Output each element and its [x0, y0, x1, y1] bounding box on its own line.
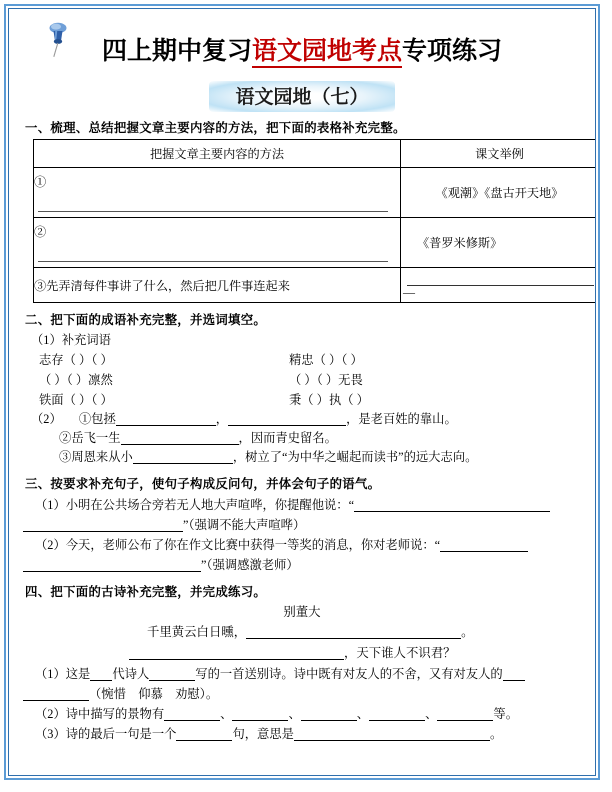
answer-blank-poem-2[interactable] [129, 659, 344, 660]
section-3-item-2-label: （2） [35, 538, 66, 552]
table-cell-example-1: 《观潮》《盘古开天地》 [401, 168, 597, 218]
answer-blank-s4-1a[interactable] [90, 680, 112, 681]
section-3-item-2-text: 今天，老师公布了你在作文比赛中获得一等奖的消息，你对老师说：“ [65, 538, 441, 552]
section-3-item-1-text: 小明在公共场合旁若无人地大声喧哗，你提醒他说：“ [65, 498, 355, 512]
section-4-q2-label: （2） [35, 707, 66, 721]
answer-blank-s4-1d[interactable] [23, 700, 89, 701]
section-4-q1-seg3: 写的一首送别诗。诗中既有对友人的不舍，又有对友人的 [195, 667, 503, 681]
page-title [19, 15, 585, 73]
fill-sentence-3-part1: 周恩来从小 [71, 450, 133, 464]
section-3-item-2 [35, 535, 585, 555]
poem-line-1 [147, 622, 585, 643]
answer-blank-s3-1a[interactable] [354, 511, 550, 512]
idiom-left-3[interactable]: 铁面（ ）（ ） [39, 393, 113, 407]
section-3-item-1-cont [23, 515, 585, 535]
fill-sentence-1-num: ① [78, 412, 92, 426]
section-4-q2-end: 等。 [493, 707, 518, 721]
section-2-sub2-row-3 [59, 448, 585, 467]
answer-blank-s4-2d[interactable] [369, 720, 425, 721]
section-3-item-2-cont [23, 555, 585, 575]
section-4-question-2 [35, 704, 585, 724]
method-example-table [33, 139, 596, 303]
section-2-sub2-label: （2） [31, 412, 62, 426]
answer-blank-s4-2a[interactable] [164, 720, 220, 721]
section-4-q2-sep-1: 、 [220, 707, 233, 721]
answer-blank-s3-2a[interactable] [440, 551, 528, 552]
answer-blank-method-1[interactable] [38, 193, 388, 212]
section-2-sub2-row-1 [31, 410, 585, 429]
section-4-q3-seg1: 诗的最后一句是一个 [65, 727, 177, 741]
section-3-item-2-end: ”（强调感激老师） [201, 558, 299, 572]
page-subtitle: 语文园地（七） [209, 81, 394, 112]
answer-blank-s4-2b[interactable] [232, 720, 288, 721]
idiom-left-2[interactable]: （ ）（ ）凛然 [39, 373, 113, 387]
section-4-heading: 四、把下面的古诗补充完整，并完成练习。 [25, 584, 267, 599]
fill-sentence-2-part2: ，因而青史留名。 [238, 431, 337, 445]
section-2-heading: 二、把下面的成语补充完整，并选词填空。 [25, 312, 267, 327]
answer-blank-s4-2e[interactable] [437, 720, 493, 721]
section-3-heading: 三、按要求补充句子，使句子构成反问句，并体会句子的语气。 [25, 476, 381, 491]
fill-sentence-3-num: ③ [59, 450, 72, 464]
idiom-right-1[interactable]: 精忠（ ）（ ） [289, 353, 363, 367]
table-header-example: 课文举例 [401, 140, 597, 168]
section-4-question-1-cont [23, 684, 585, 704]
idiom-row [39, 370, 585, 390]
section-4-q2-sep-3: 、 [356, 707, 370, 721]
answer-blank-s3-2b[interactable] [23, 571, 201, 572]
table-cell-method-2[interactable] [34, 218, 401, 268]
table-cell-method-3: ③先弄清每件事讲了什么，然后把几件事连起来 [34, 268, 401, 303]
fill-sentence-1-part3: ，是老百姓的靠山。 [346, 412, 457, 426]
answer-blank-s4-1b[interactable] [149, 680, 195, 681]
poem-line-2-end: ，天下谁人不识君？ [344, 646, 456, 660]
table-cell-method-1[interactable] [34, 168, 401, 218]
subtitle-container [19, 81, 585, 111]
section-4-q1-seg4: （惋惜 仰慕 劝慰）。 [89, 687, 219, 701]
answer-blank-s2-1a[interactable] [116, 425, 216, 426]
answer-blank-s3-1b[interactable] [23, 531, 183, 532]
idiom-left-1[interactable]: 志存（ ）（ ） [39, 353, 113, 367]
section-3-item-1-label: （1） [35, 498, 66, 512]
title-suffix: 专项练习 [402, 36, 503, 65]
idiom-right-3[interactable]: 秉（ ）执（ ） [289, 393, 369, 407]
example-3-dash: — [403, 285, 415, 299]
section-2-sub1-label: （1）补充词语 [31, 333, 111, 347]
fill-sentence-2-part1: 岳飞一生 [71, 431, 121, 445]
section-4-question-1 [35, 664, 585, 684]
section-3-item-1 [35, 495, 585, 515]
section-1-heading: 一、梳理、总结把握文章主要内容的方法，把下面的表格补充完整。 [25, 120, 406, 135]
answer-blank-example-3[interactable] [407, 272, 594, 286]
fill-sentence-3-part2: ，树立了“为中华之崛起而读书”的远大志向。 [232, 450, 478, 464]
poem-line-1-start: 千里黄云白日曛， [147, 625, 247, 639]
poem-line-1-end: 。 [461, 625, 474, 639]
section-4-q1-label: （1） [35, 667, 66, 681]
poem-title: 别董大 [283, 605, 321, 619]
row-number-2: ② [34, 224, 47, 239]
table-cell-example-2: 《普罗米修斯》 [401, 218, 597, 268]
page-border-frame [4, 4, 600, 780]
answer-blank-s4-3a[interactable] [176, 740, 232, 741]
fill-sentence-1-part2: ， [215, 412, 229, 426]
table-header-row [34, 140, 597, 168]
answer-blank-poem-1[interactable] [246, 638, 461, 639]
idiom-row [39, 390, 585, 410]
section-4-q1-seg2: 代诗人 [112, 667, 150, 681]
fill-sentence-1-part1: 包拯 [91, 412, 116, 426]
section-4-q2-sep-2: 、 [288, 707, 301, 721]
section-4-q2-sep-4: 、 [425, 707, 438, 721]
pushpin-icon [43, 21, 73, 59]
page-border-inner [8, 8, 596, 776]
idiom-right-2[interactable]: （ ）（ ）无畏 [289, 373, 363, 387]
table-row [34, 268, 597, 303]
section-3-item-1-end: ”（强调不能大声喧哗） [183, 518, 306, 532]
table-cell-example-3[interactable] [401, 268, 597, 303]
section-2-sub2-row-2 [59, 429, 585, 448]
section-4-q3-label: （3） [35, 727, 66, 741]
fill-sentence-2-num: ② [59, 431, 72, 445]
row-number-1: ① [34, 174, 47, 189]
section-4-q3-seg2: 句，意思是 [232, 727, 294, 741]
answer-blank-s2-3a[interactable] [133, 463, 233, 464]
section-4-q2-seg1: 诗中描写的景物有 [65, 707, 165, 721]
table-row [34, 168, 597, 218]
poem-line-2 [129, 643, 585, 664]
answer-blank-s4-1c[interactable] [503, 680, 525, 681]
answer-blank-s4-3b[interactable] [294, 740, 490, 741]
document-header [19, 15, 585, 83]
answer-blank-s2-1b[interactable] [228, 425, 346, 426]
answer-blank-method-2[interactable] [38, 243, 388, 262]
answer-blank-s2-2a[interactable] [121, 444, 239, 445]
worksheet-content [9, 9, 595, 775]
section-4-q3-seg3: 。 [489, 727, 503, 741]
table-header-method: 把握文章主要内容的方法 [34, 140, 401, 168]
title-highlight: 语文园地考点 [252, 36, 402, 68]
title-prefix: 四上期中复习 [101, 36, 252, 65]
table-row [34, 218, 597, 268]
answer-blank-s4-2c[interactable] [301, 720, 357, 721]
section-4-q1-seg1: 这是 [65, 667, 91, 681]
idiom-row [39, 350, 585, 370]
section-4-question-3 [35, 724, 585, 744]
